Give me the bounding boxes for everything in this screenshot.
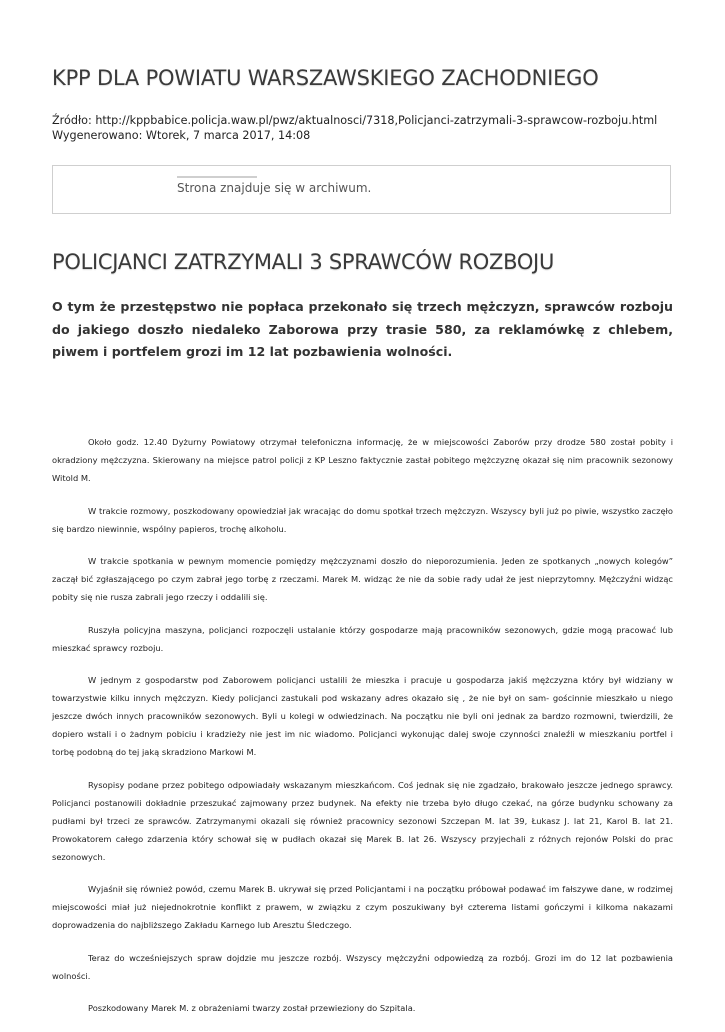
article-paragraph: Ruszyła policyjna maszyna, policjanci rozpoczęli ustalanie którzy gospodarze mają pracowników sezonowych, gdzie mogą pracować lub mieszkać sprawcy rozboju. — [52, 624, 673, 653]
archive-notice-text: Strona znajduje się w archiwum. — [177, 181, 372, 195]
article-body — [52, 433, 673, 1032]
article-paragraph: Poszkodowany Marek M. z obrażeniami twarzy został przewieziony do Szpitala. — [88, 1003, 416, 1013]
site-title: KPP DLA POWIATU WARSZAWSKIEGO ZACHODNIEGO — [52, 66, 599, 90]
article-paragraph: W trakcie spotkania w pewnym momencie pomiędzy mężczyznami doszło do nieporozumienia. Jeden ze spotkanych „nowych kolegów” zaczął bić zgłaszającego po czym zabrał jego torbę z rzeczami. Marek M. widząc że nie da sobie rady udał że jest nieprzytomny. Mężczyźni widząc pobity się nie rusza zabrali jego rzeczy i oddalili się. — [52, 556, 673, 602]
archive-divider — [177, 176, 257, 178]
article-lead: O tym że przestępstwo nie popłaca przekonało się trzech mężczyzn, sprawców rozboju do jakiego doszło niedaleko Zaborowa przy trasie 580, za reklamówkę z chlebem, piwem i portfelem grozi im 12 lat pozbawienia wolności. — [52, 299, 673, 359]
generated-date: Wygenerowano: Wtorek, 7 marca 2017, 14:08 — [52, 128, 311, 142]
article-paragraph: Około godz. 12.40 Dyżurny Powiatowy otrzymał telefoniczna informację, że w miejscowości Zaborów przy drodze 580 został pobity i okradziony mężczyzna. Skierowany na miejsce patrol policji z KP Leszno faktycznie zastał pobitego mężczyznę okazał się nim pracownik sezonowy Witold M. — [52, 437, 673, 483]
source-url: Źródło: http://kppbabice.policja.waw.pl/pwz/aktualnosci/7318,Policjanci-zatrzymali-3-sprawcow-rozboju.html — [52, 114, 658, 127]
article-paragraph: W jednym z gospodarstw pod Zaborowem policjanci ustalili że mieszka i pracuje u gospodarza jakiś mężczyzna który był widziany w towarzystwie kilku innych mężczyzn. Kiedy policjanci zastukali pod wskazany adres okazało się , że nie był on sam- gościnnie mieszkało u niego jeszcze dwóch innych pracowników sezonowych. Byli u kolegi w odwiedzinach. Na początku nie byli oni jednak za bardzo rozmowni, twierdzili, że dopiero wstali i o żadnym pobiciu i kradzieży nie jest im nic wiadomo. Policjanci wykonując dalej swoje czynności znaleźli w mieszkaniu portfel i torbę podobną do tej jaką skradziono Markowi M. — [52, 675, 673, 757]
document-meta — [52, 114, 657, 143]
article-paragraph: W trakcie rozmowy, poszkodowany opowiedział jak wracając do domu spotkał trzech mężczyzn. Wszyscy byli już po piwie, wszystko zaczęło się bardzo niewinnie, wspólny papieros, trochę alkoholu. — [52, 505, 673, 534]
article-paragraph: Wyjaśnił się również powód, czemu Marek B. ukrywał się przed Policjantami i na początku próbował podawać im fałszywe dane, w rodzimej miejscowości miał już niejednokrotnie konflikt z prawem, w związku z czym poszukiwany był czterema listami gończymi i kilkoma nakazami doprowadzenia do najbliższego Zakładu Karnego lub Aresztu Śledczego. — [52, 884, 673, 930]
article-paragraph: Rysopisy podane przez pobitego odpowiadały wskazanym mieszkańcom. Coś jednak się nie zgadzało, brakowało jeszcze jednego sprawcy. Policjanci postanowili dokładnie przeszukać zajmowany przez budynek. Na efekty nie trzeba było długo czekać, na górze budynku schowany za pudłami był trzeci ze sprawców. Zatrzymanymi okazali się również pracownicy sezonowi Szczepan M. lat 39, Łukasz J. lat 21, Karol B. lat 21. Prowokatorem całego zdarzenia który schował się w pudłach okazał się Marek B. lat 26. Wszyscy przyjechali z różnych rejonów Polski do prac sezonowych. — [52, 779, 673, 862]
archive-notice — [52, 165, 671, 214]
article-paragraph: Teraz do wcześniejszych spraw dojdzie mu jeszcze rozbój. Wszyscy mężczyźni odpowiedzą za rozbój. Grozi im do 12 lat pozbawienia wolności. — [52, 952, 673, 981]
article-title: POLICJANCI ZATRZYMALI 3 SPRAWCÓW ROZBOJU — [52, 250, 555, 274]
